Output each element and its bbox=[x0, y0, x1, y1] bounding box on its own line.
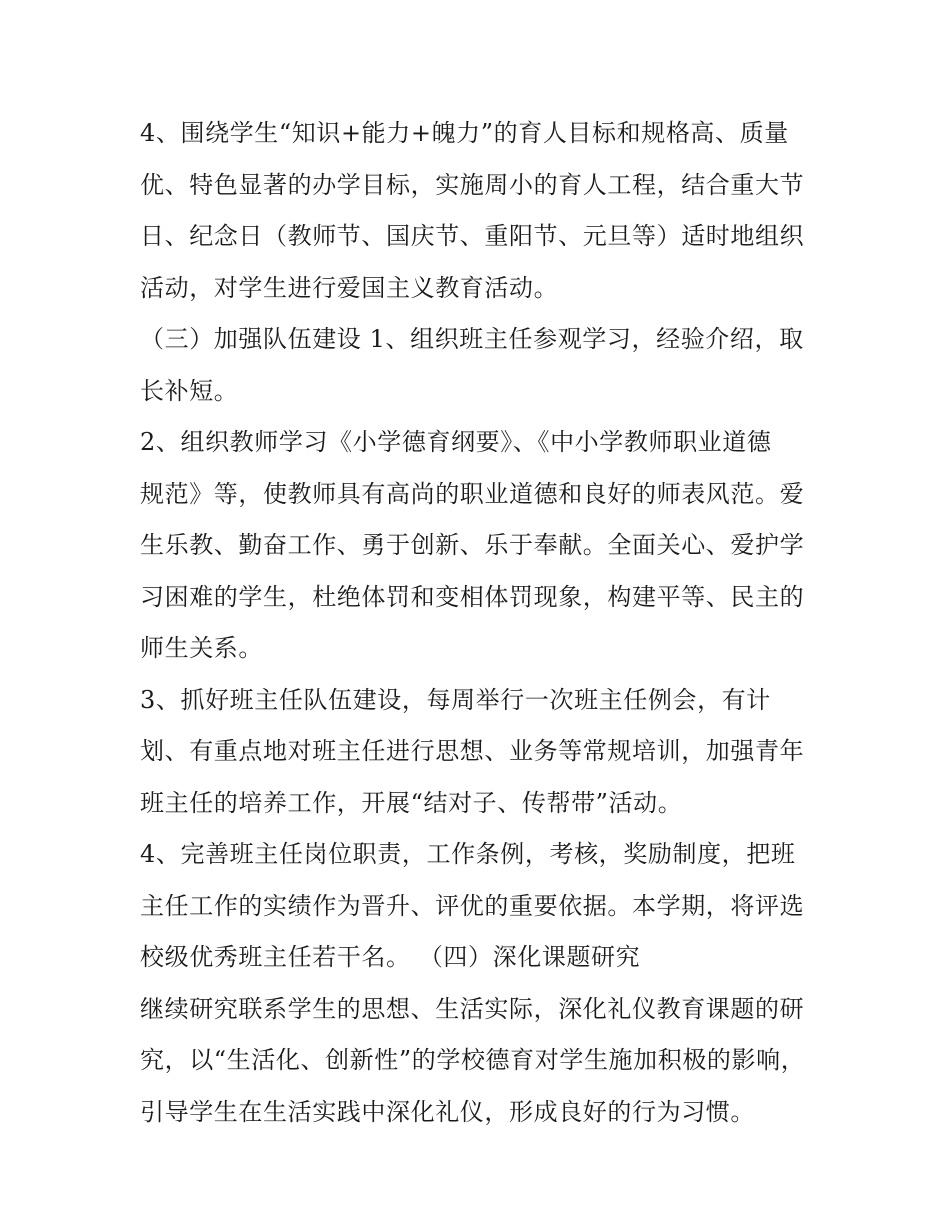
text-line: 班主任的培养工作，开展“结对子、传帮带”活动。 bbox=[140, 788, 683, 817]
text-line: 日、纪念日（教师节、国庆节、重阳节、元旦等）适时地组织 bbox=[140, 222, 805, 250]
text-line: 师生关系。 bbox=[140, 634, 263, 662]
text-line: 继续研究联系学生的思想、生活实际，深化礼仪教育课题的研 bbox=[140, 994, 805, 1023]
text-line: 划、有重点地对班主任进行思想、业务等常规培训，加强青年 bbox=[140, 737, 805, 765]
document-body bbox=[140, 108, 830, 1138]
text-line: 生乐教、勤奋工作、勇于创新、乐于奉献。全面关心、爱护学 bbox=[140, 531, 805, 559]
text-line: 2、组织教师学习《小学德育纲要》、《中小学教师职业道德 bbox=[140, 428, 772, 456]
text-line: 3、抓好班主任队伍建设，每周举行一次班主任例会，有计 bbox=[140, 685, 771, 714]
text-line: 习困难的学生，杜绝体罚和变相体罚现象，构建平等、民主的 bbox=[140, 582, 805, 611]
text-line: 校级优秀班主任若干名。 （四）深化课题研究 bbox=[140, 943, 641, 971]
text-line: 究，以“生活化、创新性”的学校德育对学生施加积极的影响， bbox=[140, 1046, 806, 1074]
text-line: 规范》等，使教师具有高尚的职业道德和良好的师表风范。爱 bbox=[140, 479, 805, 508]
text-line: （三）加强队伍建设 1、组织班主任参观学习，经验介绍，取 bbox=[140, 325, 804, 353]
text-line: 引导学生在生活实践中深化礼仪，形成良好的行为习惯。 bbox=[140, 1097, 755, 1126]
text-line: 长补短。 bbox=[140, 376, 239, 405]
text-line: 活动，对学生进行爱国主义教育活动。 bbox=[140, 273, 559, 302]
text-line: 优、特色显著的办学目标，实施周小的育人工程，结合重大节 bbox=[140, 170, 805, 199]
text-line: 主任工作的实绩作为晋升、评优的重要依据。本学期，将评选 bbox=[140, 891, 805, 920]
text-line: 4、完善班主任岗位职责，工作条例，考核，奖励制度，把班 bbox=[140, 840, 796, 868]
text-line: 4、围绕学生“知识+能力+魄力”的育人目标和规格高、质量 bbox=[140, 119, 789, 147]
